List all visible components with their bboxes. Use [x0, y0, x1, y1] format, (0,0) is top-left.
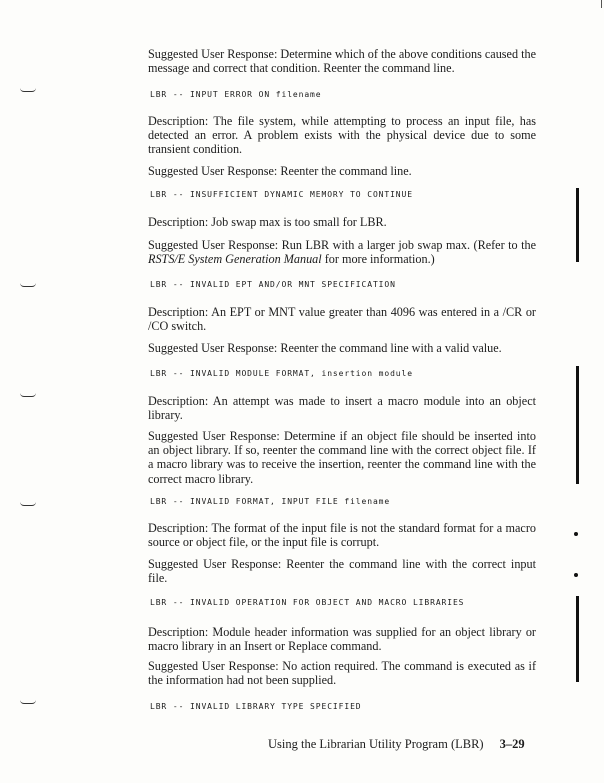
change-bar	[576, 366, 579, 484]
description-paragraph: Description: Job swap max is too small for LBR.	[148, 215, 387, 229]
response-text: Suggested User Response: Run LBR with a larger job swap max. (Refer to the	[148, 238, 536, 252]
description-paragraph: Description: The file system, while attempting to process an input file, has detected an error. A problem exists with the physical device due to some transient condition.	[148, 114, 536, 157]
margin-tick	[20, 700, 36, 704]
error-message: LBR -- INSUFFICIENT DYNAMIC MEMORY TO CONTINUE	[150, 190, 413, 199]
error-message: LBR -- INVALID EPT AND/OR MNT SPECIFICATION	[150, 280, 396, 289]
change-bar	[576, 188, 579, 262]
margin-tick	[20, 283, 36, 287]
response-paragraph: Suggested User Response: Determine if an object file should be inserted into an object library. If so, reenter the command line with the correct object file. If a macro library was to receive the insertion, reenter the command line with the correct macro library.	[148, 429, 536, 486]
description-paragraph: Description: An EPT or MNT value greater than 4096 was entered in a /CR or /CO switch.	[148, 305, 536, 334]
error-message: LBR -- INVALID MODULE FORMAT, insertion module	[150, 369, 413, 378]
response-paragraph: Suggested User Response: Reenter the command line.	[148, 164, 412, 178]
response-text: for more information.)	[321, 252, 435, 267]
error-message: LBR -- INVALID LIBRARY TYPE SPECIFIED	[150, 702, 362, 711]
description-paragraph: Description: Module header information was supplied for an object library or macro library in an Insert or Replace command.	[148, 625, 536, 654]
response-paragraph: Suggested User Response: No action required. The command is executed as if the information had not been supplied.	[148, 659, 536, 688]
page-number: 3–29	[499, 737, 525, 751]
margin-tick	[20, 88, 36, 92]
error-message: LBR -- INVALID FORMAT, INPUT FILE filename	[150, 497, 391, 506]
page-footer	[268, 737, 525, 752]
change-dot	[574, 573, 578, 577]
description-paragraph: Description: The format of the input file is not the standard format for a macro source or object file, or the input file is corrupt.	[148, 521, 536, 550]
change-bar	[576, 596, 579, 682]
footer-title: Using the Librarian Utility Program (LBR)	[268, 737, 484, 751]
error-message: LBR -- INPUT ERROR ON filename	[150, 90, 322, 99]
edge-mark	[601, 0, 602, 8]
response-paragraph: Suggested User Response: Reenter the command line with the correct input file.	[148, 557, 536, 586]
margin-tick	[20, 393, 36, 397]
margin-tick	[20, 502, 36, 506]
manual-title: RSTS/E System Generation Manual	[148, 252, 322, 267]
description-paragraph: Description: An attempt was made to insert a macro module into an object library.	[148, 394, 536, 423]
response-paragraph: Suggested User Response: Determine which of the above conditions caused the message and correct that condition. Reenter the command line.	[148, 47, 536, 76]
response-paragraph	[148, 238, 536, 266]
error-message: LBR -- INVALID OPERATION FOR OBJECT AND MACRO LIBRARIES	[150, 598, 465, 607]
response-paragraph: Suggested User Response: Reenter the command line with a valid value.	[148, 341, 502, 355]
change-dot	[574, 532, 578, 536]
